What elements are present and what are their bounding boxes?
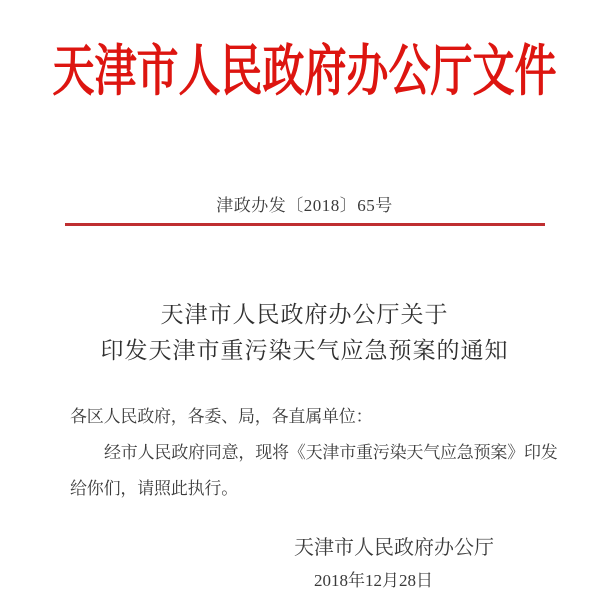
issuing-office-signature: 天津市人民政府办公厅: [294, 537, 494, 559]
body-paragraph-line-2: 给你们，请照此执行。: [70, 479, 238, 498]
body-paragraph-line-1: 经市人民政府同意，现将《天津市重污染天气应急预案》印发: [104, 443, 558, 462]
body-salutation-line: 各区人民政府，各委、局，各直属单位：: [70, 407, 373, 426]
issue-date: 2018年12月28日: [314, 571, 433, 590]
red-divider-line: [65, 223, 545, 226]
red-letterhead-title: 天津市人民政府办公厅文件: [52, 42, 557, 104]
document-title-line-2: 印发天津市重污染天气应急预案的通知: [100, 338, 509, 363]
document-title: [0, 297, 609, 369]
document-reference-number: 津政办发〔2018〕65号: [216, 196, 393, 215]
document-title-line-1: 天津市人民政府办公厅关于: [160, 302, 449, 327]
document-body: [70, 399, 558, 507]
